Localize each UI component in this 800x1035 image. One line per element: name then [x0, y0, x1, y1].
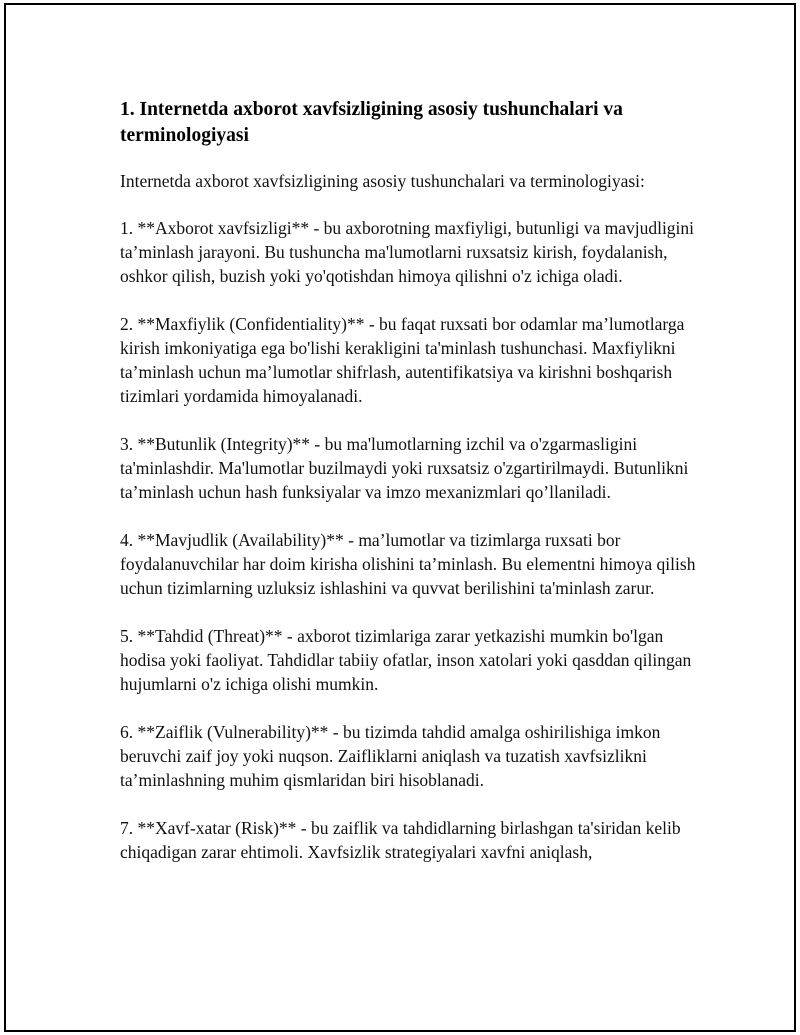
term-axborot-xavfsizligi: 1. **Axborot xavfsizligi** - bu axborotning maxfiyligi, butunligi va mavjudligini ta’minlash jarayoni. Bu tushuncha ma'lumotlarni ruxsatsiz kirish, foydalanish, oshkor qilish, buzish yoki yo'qotishdan himoya qilishni o'z ichiga oladi.: [120, 218, 695, 286]
document-page: [4, 3, 796, 1032]
document-content: [120, 97, 700, 888]
term-tahdid: 5. **Tahdid (Threat)** - axborot tizimlariga zarar yetkazishi mumkin bo'lgan hodisa yoki faoliyat. Tahdidlar tabiiy ofatlar, inson xatolari yoki qasddan qilingan hujumlarni o'z ichiga olishi mumkin.: [120, 626, 692, 694]
term-mavjudlik: 4. **Mavjudlik (Availability)** - ma’lumotlar va tizimlarga ruxsati bor foydalanuvchilar har doim kirisha olishini ta’minlash. Bu elementni himoya qilish uchun tizimlarning uzluksiz ishlashini va quvvat berilishini ta'minlash zarur.: [120, 530, 696, 598]
term-maxfiylik: 2. **Maxfiylik (Confidentiality)** - bu faqat ruxsati bor odamlar ma’lumotlarga kirish imkoniyatiga ega bo'lishi kerakligini ta'minlash tushunchasi. Maxfiylikni ta’minlash uchun ma’lumotlar shifrlash, autentifikatsiya va kirishni boshqarish tizimlari yordamida himoyalanadi.: [120, 314, 685, 406]
intro-paragraph: Internetda axborot xavfsizligining asosiy tushunchalari va terminologiyasi:: [120, 171, 645, 191]
section-heading: 1. Internetda axborot xavfsizligining asosiy tushunchalari va terminologiyasi: [120, 99, 623, 146]
term-zaiflik: 6. **Zaiflik (Vulnerability)** - bu tizimda tahdid amalga oshirilishiga imkon beruvchi zaif joy yoki nuqson. Zaifliklarni aniqlash va tuzatish xavfsizlikni ta’minlashning muhim qismlaridan biri hisoblanadi.: [120, 722, 661, 790]
term-butunlik: 3. **Butunlik (Integrity)** - bu ma'lumotlarning izchil va o'zgarmasligini ta'minlashdir. Ma'lumotlar buzilmaydi yoki ruxsatsiz o'zgartirilmaydi. Butunlikni ta’minlash uchun hash funksiyalar va imzo mexanizmlari qo’llaniladi.: [120, 434, 689, 502]
term-xavf-xatar: 7. **Xavf-xatar (Risk)** - bu zaiflik va tahdidlarning birlashgan ta'siridan kelib chiqadigan zarar ehtimoli. Xavfsizlik strategiyalari xavfni aniqlash,: [120, 818, 681, 862]
